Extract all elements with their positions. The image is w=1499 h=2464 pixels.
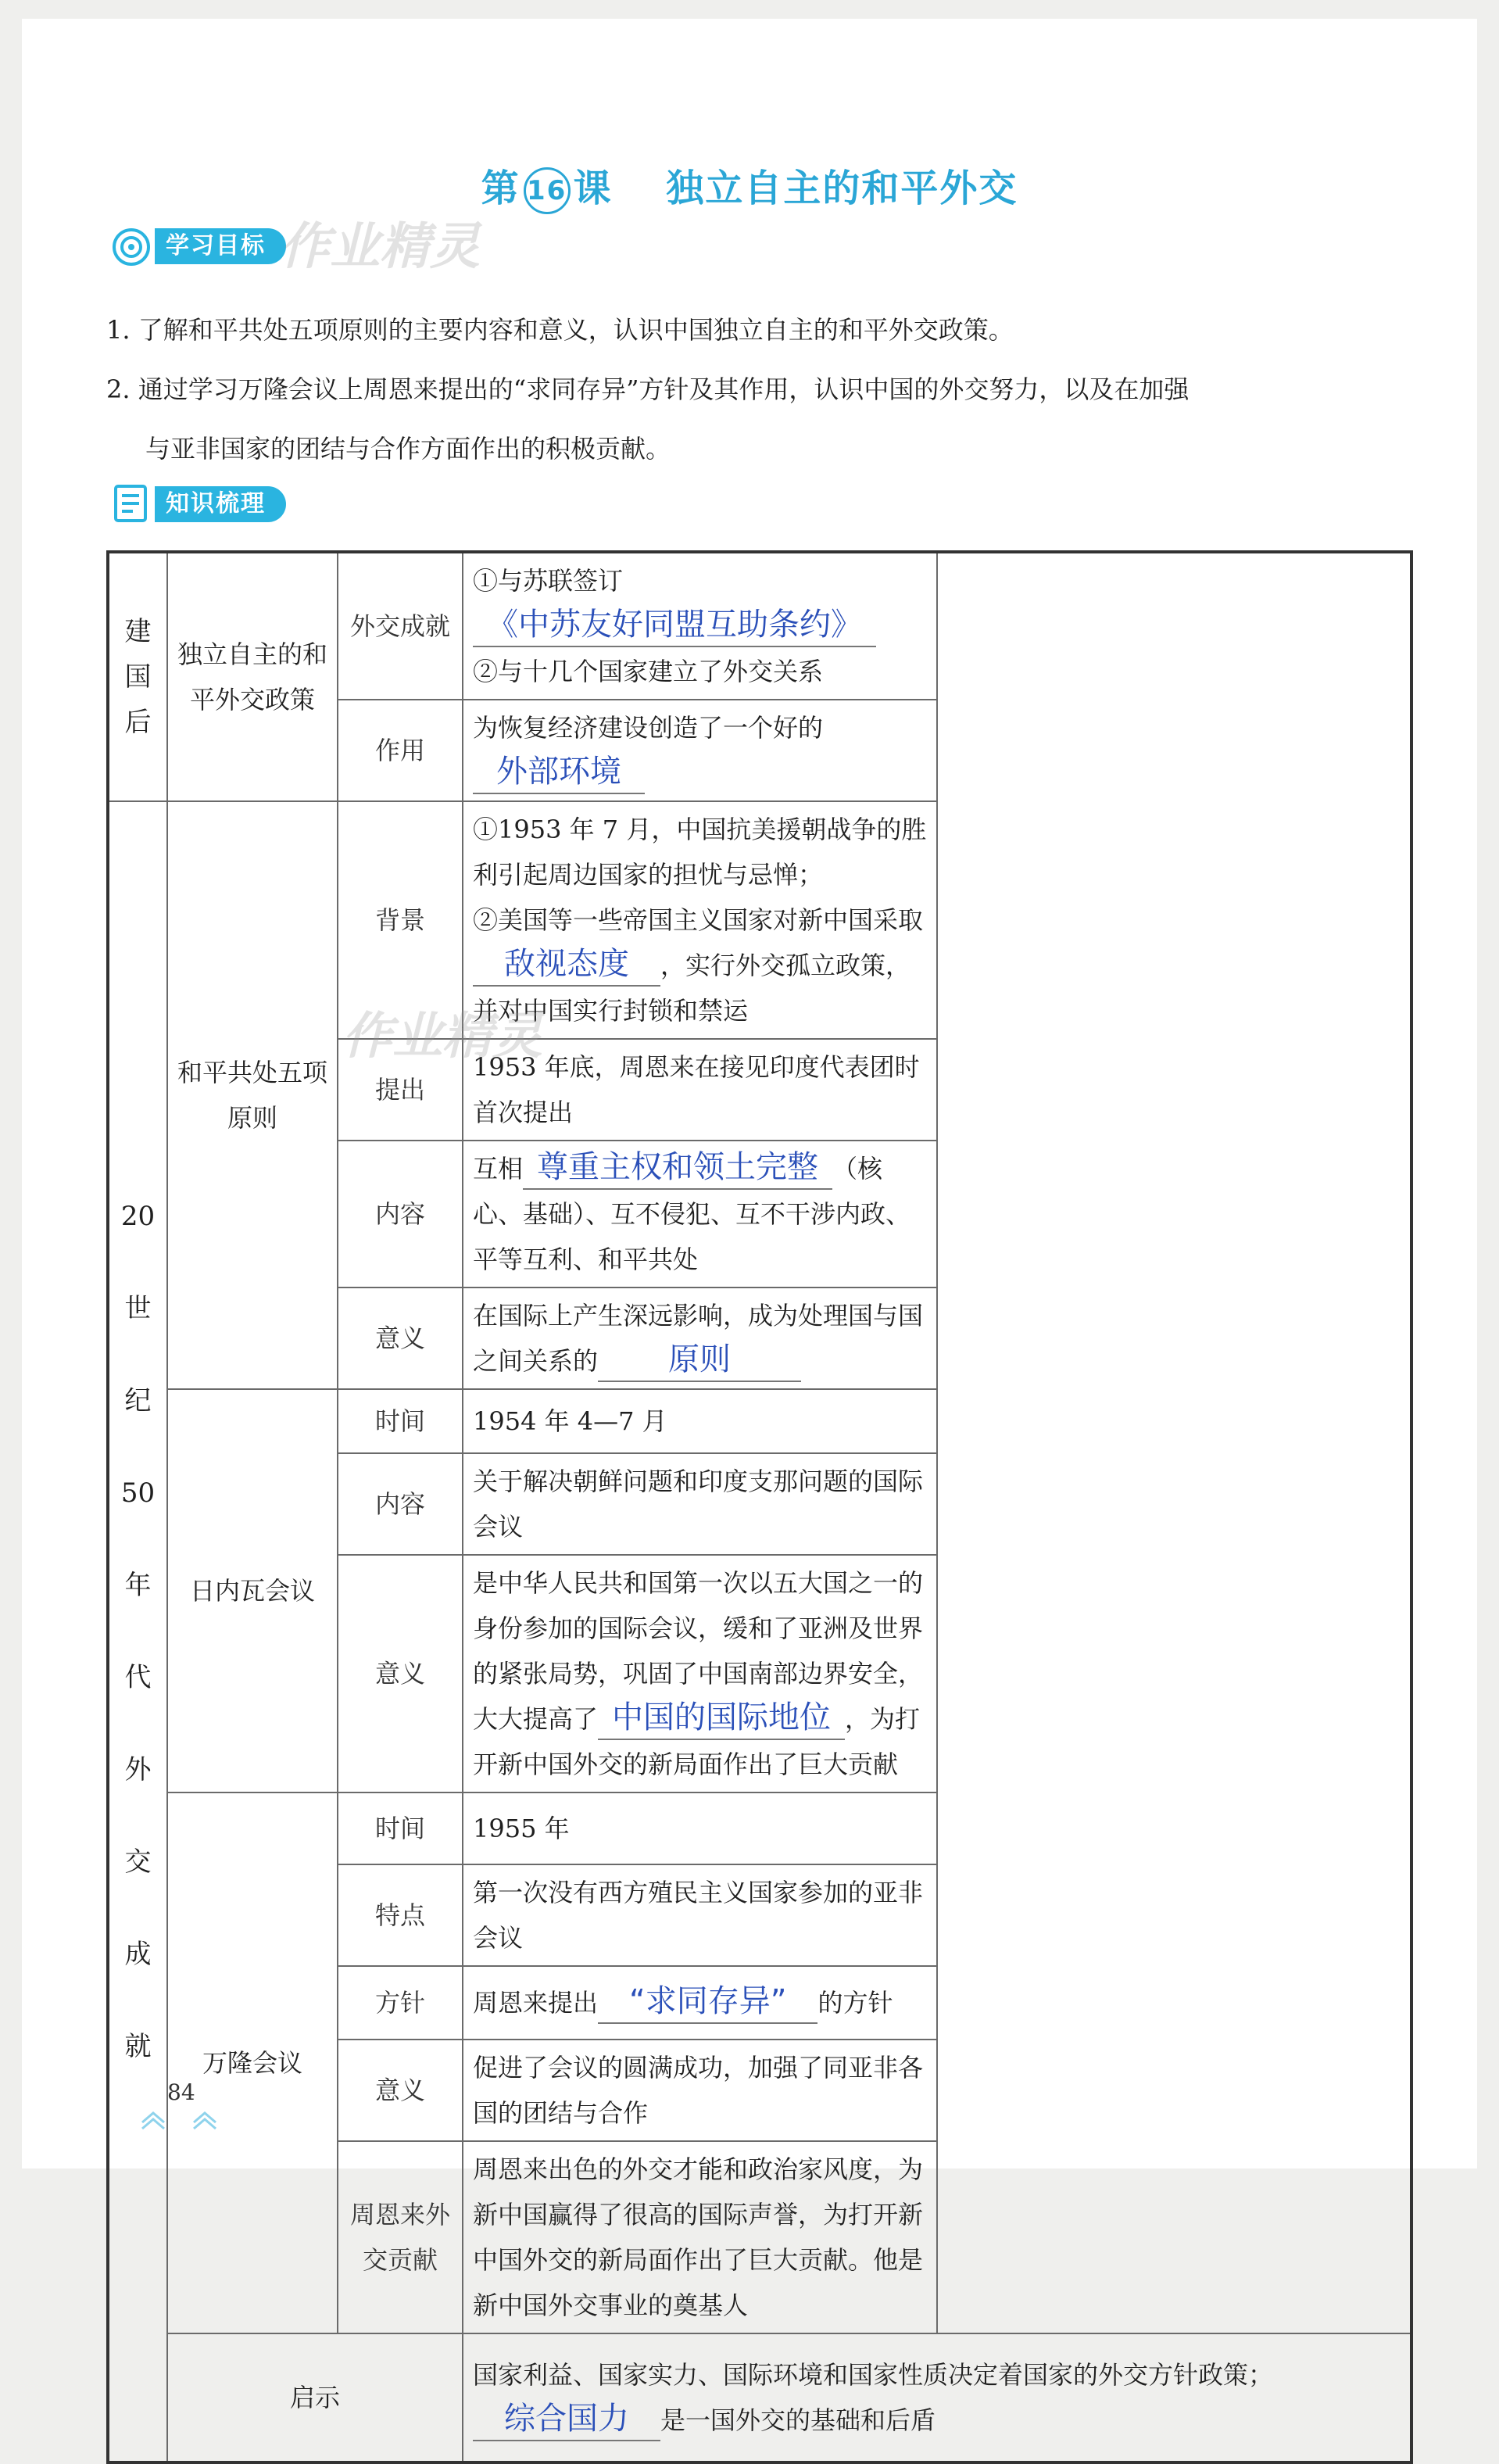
achievement-content (463, 552, 937, 700)
vertical-char: 国 (124, 661, 152, 693)
lesson-title-text: 独立自主的和平外交 (666, 167, 1018, 210)
vertical-char: 20 (120, 1201, 156, 1232)
policy-label: 独立自主的和平外交政策 (167, 552, 338, 801)
background-2-post: ，实行外交孤立政策，并对中国实行封锁和禁运 (473, 951, 911, 1026)
vertical-char: 代 (124, 1662, 152, 1693)
policy-pre: 周恩来提出 (473, 1988, 599, 2018)
geneva-content: 关于解决朝鲜问题和印度支那问题的国际会议 (463, 1453, 937, 1555)
answer-seek-common-ground: “求同存异” (598, 1980, 817, 2024)
knowledge-label: 知识梳理 (155, 486, 286, 522)
effect-label: 作用 (338, 700, 463, 801)
zhou-contribution: 周恩来出色的外交才能和政治家风度，为新中国赢得了很高的国际声誉，为打开新中国外交的新局面作出了巨大贡献。他是新中国外交事业的奠基人 (463, 2141, 937, 2333)
vertical-char: 纪 (124, 1385, 152, 1416)
goal-item-1: 1. 了解和平共处五项原则的主要内容和意义，认识中国独立自主的和平外交政策。 (106, 315, 1014, 345)
bandung-label: 万隆会议 (167, 1792, 338, 2333)
learning-goals (106, 300, 1418, 478)
policy-post: 的方针 (817, 1988, 893, 2018)
knowledge-table (106, 550, 1413, 2464)
vertical-char: 成 (124, 1939, 152, 1970)
goal-item-2: 2. 通过学习万隆会议上周恩来提出的“求同存异”方针及其作用，认识中国的外交努力，以及在加强 (106, 374, 1190, 404)
vertical-char: 年 (124, 1570, 152, 1601)
geneva-meaning-text: 是中华人民共和国第一次以五大国之一的身份参加的国际会议，缓和了亚洲及世界的紧张局势，巩固了中国南部边界安全，大大提高了 (473, 1568, 924, 1734)
meaning-label: 意义 (338, 1288, 463, 1389)
principles-content (463, 1141, 937, 1288)
bandung-feature: 第一次没有西方殖民主义国家参加的亚非会议 (463, 1864, 937, 1966)
lesson-title (22, 158, 1477, 214)
goals-label: 学习目标 (155, 228, 286, 264)
insight-line-2: 是一国外交的基础和后盾 (660, 2405, 936, 2435)
geneva-meaning-post: ，为打开新中国外交的新局面作出了巨大贡献 (473, 1704, 921, 1779)
vertical-char: 世 (124, 1293, 152, 1324)
table-row (108, 1389, 1411, 1453)
knowledge-header (109, 482, 438, 525)
geneva-label: 日内瓦会议 (167, 1389, 338, 1792)
lesson-suffix: 课 (573, 167, 613, 210)
propose-content: 1953 年底，周恩来在接见印度代表团时首次提出 (463, 1039, 937, 1141)
meaning-text: 在国际上产生深远影响，成为处理国与国之间关系的 (473, 1301, 924, 1376)
five-principles-label: 和平共处五项原则 (167, 801, 338, 1389)
watermark-mid: 作业精灵 (342, 1008, 542, 1065)
bandung-feature-label: 特点 (338, 1864, 463, 1966)
vertical-char: 就 (124, 2031, 152, 2062)
target-icon (109, 224, 156, 267)
answer-environment: 外部环境 (473, 750, 645, 794)
watermark-top: 作业精灵 (280, 218, 480, 276)
decorative-chevrons-icon (139, 2110, 233, 2133)
insight-line-1: 国家利益、国家实力、国际环境和国家性质决定着国家的外交方针政策； (473, 2360, 1274, 2390)
bandung-time: 1955 年 (463, 1792, 937, 1864)
geneva-meaning (463, 1555, 937, 1792)
table-row (108, 1792, 1411, 1864)
effect-text: 为恢复经济建设创造了一个好的 (473, 713, 824, 743)
background-2-text: ②美国等一些帝国主义国家对新中国采取 (473, 905, 924, 935)
answer-treaty: 《中苏友好同盟互助条约》 (473, 603, 876, 647)
table-row (108, 2333, 1411, 2462)
notebook-icon (109, 482, 156, 525)
era-cell (108, 801, 167, 2462)
content-pre: 互相 (473, 1154, 524, 1184)
vertical-char: 外 (124, 1754, 152, 1785)
meaning-content (463, 1288, 937, 1389)
background-1-text: ①1953 年 7 月，中国抗美援朝战争的胜利引起周边国家的担忧与忌惮； (473, 815, 927, 890)
propose-label: 提出 (338, 1039, 463, 1141)
lesson-prefix: 第 (481, 167, 521, 210)
geneva-meaning-label: 意义 (338, 1555, 463, 1792)
achievement-2-text: ②与十几个国家建立了外交关系 (473, 657, 824, 686)
workbook-page (22, 19, 1477, 2437)
content-label: 内容 (338, 1141, 463, 1288)
vertical-char: 50 (120, 1477, 156, 1509)
jiangguohou-cell (108, 552, 167, 801)
lesson-number-badge: 16 (524, 167, 571, 214)
vertical-char: 后 (124, 707, 152, 738)
geneva-time: 1954 年 4—7 月 (463, 1389, 937, 1453)
table-row (108, 801, 1411, 1039)
answer-international-status: 中国的国际地位 (598, 1696, 845, 1740)
answer-national-strength: 综合国力 (473, 2398, 660, 2441)
answer-hostile-attitude: 敌视态度 (473, 943, 660, 987)
geneva-content-label: 内容 (338, 1453, 463, 1555)
answer-principle: 原则 (598, 1338, 801, 1382)
page-number: 84 (167, 2079, 195, 2105)
achievement-1-text: ①与苏联签订 (473, 566, 624, 596)
bandung-time-label: 时间 (338, 1792, 463, 1864)
bandung-meaning-label: 意义 (338, 2040, 463, 2141)
background-label: 背景 (338, 801, 463, 1039)
table-row (108, 552, 1411, 700)
insight-content (463, 2333, 1411, 2462)
effect-content (463, 700, 937, 801)
achievement-label: 外交成就 (338, 552, 463, 700)
insight-label: 启示 (167, 2333, 463, 2462)
content-post: （核心、基础）、互不侵犯、互不干涉内政、平等互利、和平共处 (473, 1154, 911, 1274)
bandung-policy (463, 1966, 937, 2040)
vertical-char: 交 (124, 1846, 152, 1878)
bandung-meaning: 促进了会议的圆满成功，加强了同亚非各国的团结与合作 (463, 2040, 937, 2141)
answer-sovereignty: 尊重主权和领土完整 (523, 1146, 832, 1190)
bandung-policy-label: 方针 (338, 1966, 463, 2040)
goal-item-2-cont: 与亚非国家的团结与合作方面作出的积极贡献。 (145, 434, 671, 464)
zhou-contribution-label: 周恩来外交贡献 (338, 2141, 463, 2333)
vertical-char: 建 (124, 616, 152, 647)
geneva-time-label: 时间 (338, 1389, 463, 1453)
